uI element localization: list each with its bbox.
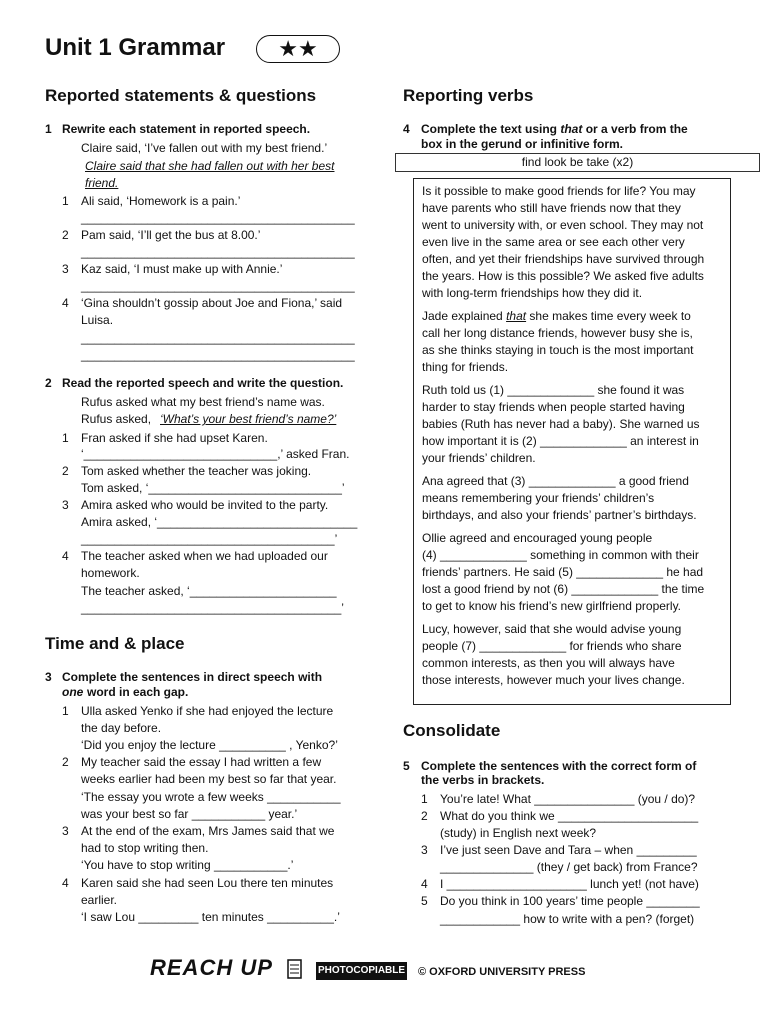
reach-up-logo: REACH UP [150,955,273,980]
q3-number: 3 [45,670,52,684]
q1-item: Kaz said, ‘I must make up with Annie.’ [81,262,283,276]
difficulty-stars: ★★ [256,35,340,63]
q5-line[interactable]: I _____________________ lunch yet! (not have) [440,877,699,891]
paragraph: Ruth told us (1) _____________ she found it was harder to stay friends when people started having babies (Ruth has never had a baby). She warned us how important it is (2) _____________ an interest in your friends’ children. [422,383,700,465]
photocopiable-badge: PHOTOCOPIABLE [316,962,407,980]
q2-line: Amira asked who would be invited to the party. [81,498,329,512]
q2-instruction: Read the reported speech and write the question. [62,376,344,390]
q2-example-a: Rufus asked, [81,412,152,426]
q3-line[interactable]: ‘I saw Lou _________ ten minutes __________.’ [81,910,340,924]
q2-example-answer: ‘What’s your best friend’s name?’ [160,412,337,426]
answer-line[interactable]: _________________________________________ [81,279,355,293]
q5-line[interactable]: What do you think we _____________________ [440,809,699,823]
section-heading-reported: Reported statements & questions [45,86,317,105]
q3-line: had to stop writing then. [81,841,209,855]
q5-line[interactable]: ______________ (they / get back) from France? [440,860,698,874]
paragraph: Is it possible to make good friends for life? You may have parents who still have friends now that they went to university with, or even school. They may not even live in the same area or see each other very often, and yet their friendships have survived through the years. How is this possible? We asked five adults with long-term friendships how they did it. [422,184,705,300]
q4-instruction-2: box in the gerund or infinitive form. [421,137,624,151]
q2-answer[interactable]: ______________________________________’ [81,532,338,546]
q4-number: 4 [403,122,410,136]
q3-line: At the end of the exam, Mrs James said that we [81,824,335,838]
q3-line[interactable]: ‘Did you enjoy the lecture __________ , Yenko?’ [81,738,338,752]
q3-line: Ulla asked Yenko if she had enjoyed the lecture [81,704,334,718]
q4-instruction: Complete the text using that or a verb from the [421,122,688,136]
q1-item: Ali said, ‘Homework is a pain.’ [81,194,241,208]
q1-item: Pam said, ‘I’ll get the bus at 8.00.’ [81,228,261,242]
q3-line: weeks earlier had been my best so far that year. [81,772,337,786]
q3-line: the day before. [81,721,162,735]
q2-line: homework. [81,566,140,580]
q3-line[interactable]: ‘The essay you wrote a few weeks ___________ [81,790,341,804]
word-box: find look be take (x2) [395,153,760,172]
q2-line: Fran asked if she had upset Karen. [81,431,268,445]
paragraph: Ollie agreed and encouraged young people (4) _____________ something in common with their friends’ partners. He said (5) _____________ he had lost a good friend by not (6) _____________ the time to get to know his friend’s new girlfriend properly. [422,531,705,613]
q2-example: Rufus asked what my best friend’s name was. [81,395,325,409]
answer-line[interactable]: _________________________________________ [81,331,355,345]
q3-line: earlier. [81,893,118,907]
q5-instruction: Complete the sentences with the correct form of [421,759,697,773]
book-icon [287,958,303,980]
q2-answer[interactable]: Amira asked, ‘______________________________ [81,515,358,529]
q3-line[interactable]: was your best so far ___________ year.’ [81,807,298,821]
q3-line[interactable]: ‘You have to stop writing ___________.’ [81,858,294,872]
section-heading-consolidate: Consolidate [403,721,501,740]
publisher-credit: © OXFORD UNIVERSITY PRESS [418,966,586,978]
q1-item: Luisa. [81,313,114,327]
q1-example-answer: Claire said that she had fallen out with her best [85,159,335,173]
q1-instruction: Rewrite each statement in reported speech. [62,122,311,136]
answer-line[interactable]: _________________________________________ [81,348,355,362]
q3-line: My teacher said the essay I had written a few [81,755,322,769]
paragraph: Ana agreed that (3) _____________ a good friend means remembering your friends’ children’s birthdays, and also your friends’ partner’s birthdays. [422,474,697,522]
paragraph: Lucy, however, said that she would advise young people (7) _____________ for friends who share common interests, as then you will always have those interests, however much your lives change. [422,622,685,687]
section-heading-reporting-verbs: Reporting verbs [403,86,534,105]
reading-text-box [413,178,731,705]
q2-answer[interactable]: Tom asked, ‘_____________________________’ [81,481,345,495]
q5-line[interactable]: Do you think in 100 years’ time people ________ [440,894,700,908]
section-heading-time-place: Time and & place [45,634,185,653]
q5-instruction-2: the verbs in brackets. [421,773,545,787]
q5-line[interactable]: ____________ how to write with a pen? (forget) [440,912,695,926]
q5-number: 5 [403,759,410,773]
answer-line[interactable]: _________________________________________ [81,245,355,259]
q3-line: Karen said she had seen Lou there ten minutes [81,876,334,890]
q3-instruction-em: one [62,685,84,699]
q1-number: 1 [45,122,52,136]
q3-instruction: Complete the sentences in direct speech with [62,670,323,684]
page-title: Unit 1 Grammar [45,34,226,61]
q3-instruction-2: word in each gap. [87,685,189,699]
q5-line[interactable]: You’re late! What _______________ (you / do)? [440,792,696,806]
q1-example-answer-2: friend. [85,176,119,190]
q2-line: The teacher asked when we had uploaded our [81,549,328,563]
q2-number: 2 [45,376,52,390]
q2-answer[interactable]: The teacher asked, ‘______________________ [81,584,337,598]
paragraph: Jade explained that she makes time every week to call her long distance friends, however busy she is, as she thinks staying in touch is the most important thing for friends. [422,309,694,374]
q5-line: (study) in English next week? [440,826,597,840]
q2-answer[interactable]: _______________________________________’ [81,601,344,615]
q2-answer[interactable]: ‘_____________________________,’ asked Fran. [81,447,350,461]
answer-line[interactable]: _________________________________________ [81,211,355,225]
q5-line[interactable]: I’ve just seen Dave and Tara – when _________ [440,843,697,857]
q1-example: Claire said, ‘I’ve fallen out with my best friend.’ [81,141,328,155]
q2-line: Tom asked whether the teacher was joking. [81,464,312,478]
q1-item: ‘Gina shouldn’t gossip about Joe and Fiona,’ said [81,296,343,310]
